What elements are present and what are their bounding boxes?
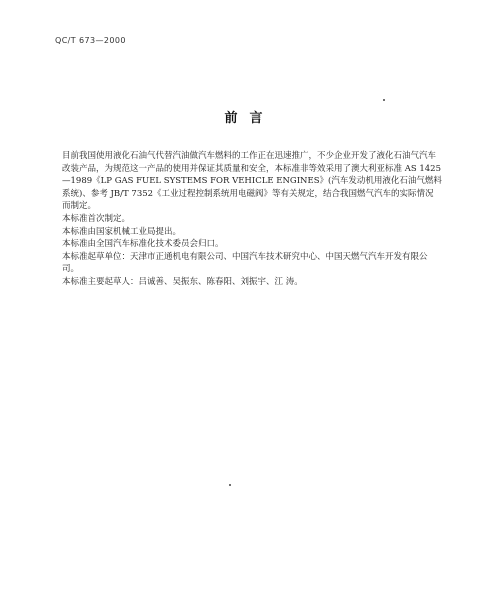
foreword-paragraph-first-edition: 本标准首次制定。	[62, 213, 131, 224]
foreword-paragraph-proposer: 本标准由国家机械工业局提出。	[62, 226, 182, 237]
speck-mark	[383, 99, 385, 101]
foreword-paragraph-intro: 目前我国使用液化石油气代替汽油做汽车燃料的工作正在迅速推广，不少企业开发了液化石油气汽车改装产品，为规范这一产品的使用并保证其质量和安全，本标准非等效采用了澳大利亚标准 AS 1425—1989《LP GAS FUEL SYSTEMS FOR VEHICLE ENGINES》(汽车发动机用液化石油气燃料系统)、参考 JB/T 7352《工业过程控制系统用电磁阀》等有关规定，结合我国燃气汽车的实际情况而制定。	[62, 151, 442, 212]
page-title: 前言	[224, 111, 275, 126]
foreword-body	[62, 150, 442, 289]
foreword-paragraph-committee: 本标准由全国汽车标准化技术委员会归口。	[62, 239, 224, 250]
foreword-paragraph-drafting-units: 本标准起草单位：天津市正通机电有限公司、中国汽车技术研究中心、中国天燃气汽车开发有限公司。	[62, 251, 428, 275]
speck-mark	[229, 484, 231, 486]
foreword-paragraph-drafters: 本标准主要起草人：吕诚善、吴振东、陈春阳、刘振宇、江 涛。	[62, 276, 303, 287]
standard-code: QC/T 673—2000	[55, 36, 126, 45]
